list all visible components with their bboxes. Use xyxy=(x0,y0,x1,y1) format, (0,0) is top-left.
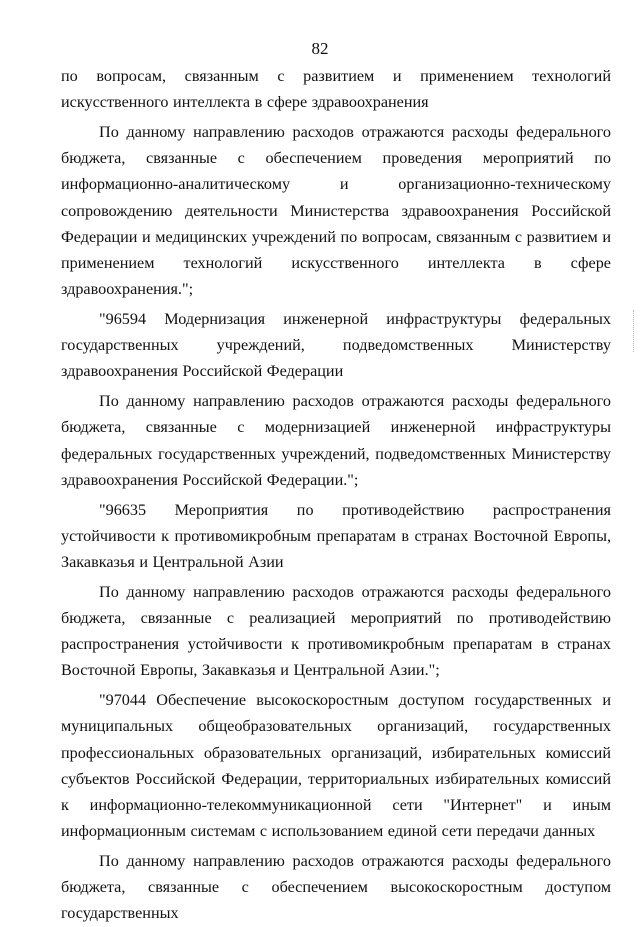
document-body xyxy=(61,63,611,927)
paragraph-description: По данному направлению расходов отражаются расходы федерального бюджета, связанные с обеспечением проведения мероприятий по информационно-аналитическому и организационно-техническому сопровождению деятельности Министерства здравоохранения Российской Федерации и медицинских учреждений по вопросам, связанным с развитием и применением технологий искусственного интеллекта в сфере здравоохранения."; xyxy=(61,123,611,299)
paragraph-description: По данному направлению расходов отражаются расходы федерального бюджета, связанные с обеспечением высокоскоростным доступом государственных xyxy=(61,852,611,923)
paragraph-continuation: по вопросам, связанным с развитием и применением технологий искусственного интеллекта в сфере здравоохранения xyxy=(61,67,611,112)
page-number: 82 xyxy=(311,39,329,58)
scan-edge-mark xyxy=(633,310,639,352)
paragraph-code-96594: "96594 Модернизация инженерной инфраструктуры федеральных государственных учреждений, подведомственных Министерству здравоохранения Российской Федерации xyxy=(61,310,611,381)
paragraph-description: По данному направлению расходов отражаются расходы федерального бюджета, связанные с реализацией мероприятий по противодействию распространения устойчивости к противомикробным препаратам в странах Восточной Европы, Закавказья и Центральной Азии."; xyxy=(61,582,611,680)
paragraph-code-96635: "96635 Мероприятия по противодействию распространения устойчивости к противомикробным препаратам в странах Восточной Европы, Закавказья и Центральной Азии xyxy=(61,500,611,572)
paragraph-description: По данному направлению расходов отражаются расходы федерального бюджета, связанные с модернизацией инженерной инфраструктуры федеральных государственных учреждений, подведомственных Министерству здравоохранения Российской Федерации."; xyxy=(61,392,611,489)
paragraph-code-97044: "97044 Обеспечение высокоскоростным доступом государственных и муниципальных общеобразовательных организаций, государственных профессиональных образовательных организаций, избирательных комиссий субъектов Российской Федерации, территориальных избирательных комиссий к информационно-телекоммуникационной сети "Интернет" и иным информационным системам с использованием единой сети передачи данных xyxy=(61,691,611,841)
